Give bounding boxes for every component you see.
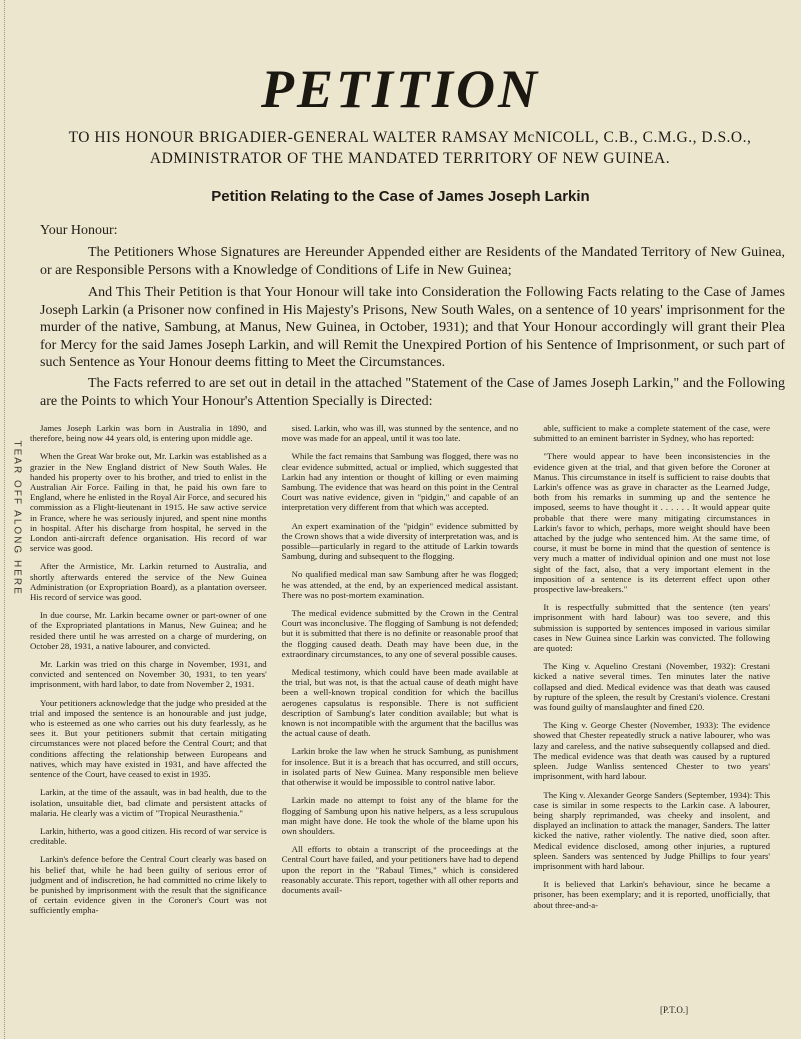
col3-paragraph: The King v. Alexander George Sanders (September, 1934): This case is similar in some respects to the Larkin case. A labourer, being sharply reprimanded, was cheeky and insolent, and displayed an inclination to attack the manager, Sanders. The latter kicked the native, rather violently. The native died, soon after. Medical evidence disclosed, among other injuries, a ruptured spleen. Sanders was sentenced by Judge Phillips to four years' imprisonment with hard labour. — [533, 789, 771, 871]
col3-paragraph: "There would appear to have been inconsistencies in the evidence given at the trial, and that given before the Coroner at Manus. This circumstance in itself is sufficient to raise doubts that Larkin's offence was as grave in character as the Learned Judge, both from his remarks in summing up and the sentence he imposed, seems to have thought it . . . . . . It would appear quite probable that there were many mitigating circumstances in Larkin's favor to which, perhaps, more weight should have been attached by the judge who sentenced him. At the same time, of course, it must be borne in mind that the question of sentence is very much a matter of individual opinion and one must not lose sight of the fact, also, that a very important element in the imposition of a sentence is its deterrent effect upon other prospective law-breakers." — [533, 451, 771, 595]
col2-paragraph: An expert examination of the "pidgin" evidence submitted by the Crown shows that a wide diversity of interpretation was, and is possible—particularly in regard to the attitude of Larkin towards Sambung, during and subsequent to the flogging. — [281, 520, 519, 562]
col2-paragraph: While the fact remains that Sambung was flogged, there was no clear evidence submitted, actual or implied, which suggested that Larkin had any intention or thought of killing or even maiming Sambung. The evidence that was heard on this point in the Central Court was native evidence, given in "pidgin," and capable of an interpretation very different from that which was accepted. — [281, 451, 519, 513]
addressee-line-1: TO HIS HONOUR BRIGADIER-GENERAL WALTER RAMSAY McNICOLL, C.B., C.M.G., D.S.O., — [68, 129, 752, 146]
col3-paragraph: able, sufficient to make a complete statement of the case, were submitted to an eminent barrister in Sydney, who has reported: — [533, 423, 771, 444]
col2-paragraph: sised. Larkin, who was ill, was stunned by the sentence, and no move was made for an appeal, until it was too late. — [281, 423, 519, 444]
col2-paragraph: Medical testimony, which could have been made available at the trial, but was not, is that the actual cause of death might have been a well-known tropical condition for which the bacillus aerogenes capsulatus is responsible. There is not sufficient description of Sambung's later condition available; but what is known is not incompatible with the argument that the bacillus was the actual cause of death. — [281, 667, 519, 739]
col3-paragraph: It is believed that Larkin's behaviour, since he became a prisoner, has been exemplary; and it is reported, unofficially, that about three-and-a- — [533, 879, 771, 910]
col1-paragraph: After the Armistice, Mr. Larkin returned to Australia, and shortly afterwards entered the service of the New Guinea Administration (or Expropriation Board), as a plantation overseer. His record of service was good. — [30, 561, 267, 603]
col1-paragraph: Larkin's defence before the Central Court clearly was based on his belief that, while he had been guilty of serious error of judgment and of indiscretion, he had committed no crime likely to be punished by imprisonment with the result that the significance of certain evidence given in the Coroner's Court was not sufficiently empha- — [30, 854, 267, 916]
tear-off-label: TEAR OFF ALONG HERE — [11, 440, 23, 596]
col1-paragraph: Mr. Larkin was tried on this charge in November, 1931, and convicted and sentenced on November 30, 1931, to ten years' imprisonment, with hard labor, to date from November 2, 1931. — [30, 659, 267, 690]
page-title: PETITION — [261, 59, 540, 119]
col1-paragraph: James Joseph Larkin was born in Australia in 1890, and therefore, being now 44 years old, is entering upon middle age. — [30, 423, 267, 444]
col1-paragraph: When the Great War broke out, Mr. Larkin was established as a grazier in the New England district of New South Wales. He handed his property over to his brother, and tried to enlist in the Australian Air Force. Failing in that, he paid his own fare to England, where he enlisted in the Royal Air Force, and secured his commission as a Flight-lieutenant in 1915. He saw active service in France, where he was seriously injured, and spent nine months in hospital. After his discharge from hospital, he served in the London anti-aircraft defence organisation. His record of war service was good. — [30, 451, 267, 554]
body-columns — [30, 423, 770, 1023]
intro-paragraph-1: The Petitioners Whose Signatures are Hereunder Appended either are Residents of the Mandated Territory of New Guinea, or are Responsible Persons with a Knowledge of Conditions of Life in New Guinea; — [40, 245, 785, 278]
perforation-line — [4, 0, 5, 1039]
intro-paragraph-2: And This Their Petition is that Your Honour will take into Consideration the Following Facts relating to the Case of James Joseph Larkin (a Prisoner now confined in His Majesty's Prisons, New South Wales, on a sentence of 10 years' imprisonment for the murder of the native, Sambung, at Manus, New Guinea, in October, 1931); and that Your Honour accordingly will grant their Plea for Mercy for the said James Joseph Larkin, and will Remit the Unexpired Portion of his Sentence of Imprisonment, or such part of such Sentence as Your Honour deems fitting to Meet the Circumstances. — [40, 285, 785, 370]
page-turn-note: [P.T.O.] — [660, 1005, 689, 1015]
col3-paragraph: The King v. George Chester (November, 1933): The evidence showed that Chester repeatedly struck a native labourer, who was lazy and careless, and the native subsequently collapsed and died. The medical evidence was that death was caused by a ruptured spleen. Judge Wanliss sentenced Chester to two years' imprisonment, with hard labour. — [533, 720, 771, 782]
col3-paragraph: The King v. Aquelino Crestani (November, 1932): Crestani kicked a native several times. Ten minutes later the native collapsed and died. Medical evidence was that death was caused by rupture of the spleen, the result by Crestani's violence. Crestani was found guilty of manslaughter and fined £20. — [533, 661, 771, 713]
col2-paragraph: Larkin broke the law when he struck Sambung, as punishment for insolence. But it is a breach that has occurred, and still occurs, in isolated parts of New Guinea. Many responsible men believe that otherwise it would be impossible to control native labor. — [281, 746, 519, 788]
addressee-line-2: ADMINISTRATOR OF THE MANDATED TERRITORY OF NEW GUINEA. — [149, 150, 671, 167]
col1-paragraph: Larkin, hitherto, was a good citizen. His record of war service is creditable. — [30, 825, 267, 847]
addressee — [30, 127, 790, 169]
col3-paragraph: It is respectfully submitted that the sentence (ten years' imprisonment with hard labour) was too severe, and this submission is supported by sentences imposed in various similar cases in New Guinea since Larkin was convicted. The following are quoted: — [533, 602, 771, 654]
column-2 — [282, 423, 519, 1023]
petition-subject: Petition Relating to the Case of James Joseph Larkin — [211, 188, 590, 205]
col2-paragraph: The medical evidence submitted by the Crown in the Central Court was inconclusive. The flogging of Sambung is not defended; but it is submitted that there is no definite or reasonable proof that the flogging caused death. Death may have been due, in the extraordinary circumstances, to any one of several possible causes. — [281, 608, 519, 659]
col1-paragraph: Your petitioners acknowledge that the judge who presided at the trial and imposed the sentence is an honourable and just judge, who is esteemed as one who carries out his duty fearlessly, as he sees it. But your petitioners submit that certain mitigating circumstances were not placed before the Central Court; and that conditions affecting the relationship between Europeans and natives, which may have existed in 1931, and have affected the sentence of the Court, have ceased to exist in 1935. — [30, 697, 267, 780]
column-3 — [533, 423, 770, 1023]
col1-paragraph: In due course, Mr. Larkin became owner or part-owner of one of the Expropriated plantations in Manus, New Guinea; and he resided there until he was arrested on a charge of murdering, on October 28, 1931, a native labourer, and convicted. — [30, 610, 267, 651]
col2-paragraph: Larkin made no attempt to foist any of the blame for the flogging of Sambung upon his native helpers, as a less scrupulous man might have done. He took the whole of the blame upon his own shoulders. — [281, 795, 519, 836]
col2-paragraph: All efforts to obtain a transcript of the proceedings at the Central Court have failed, and your petitioners have had to depend upon the report in the "Rabaul Times," which is considered reasonably accurate. This report, together with all other reports and documents avail- — [281, 844, 519, 895]
col2-paragraph: No qualified medical man saw Sambung after he was flogged; he was attended, at the end, by an experienced medical assistant. There was no post-mortem examination. — [281, 569, 519, 600]
salutation: Your Honour: — [40, 223, 118, 238]
intro-paragraph-3: The Facts referred to are set out in detail in the attached "Statement of the Case of James Joseph Larkin," and the Following are the Points to which Your Honour's Attention Specially is Directed: — [40, 376, 785, 409]
column-1 — [30, 423, 267, 1023]
col1-paragraph: Larkin, at the time of the assault, was in bad health, due to the isolation, unsuitable diet, bad climate and persistent attacks of malaria. He clearly was a victim of "Tropical Neurasthenia." — [30, 787, 267, 818]
